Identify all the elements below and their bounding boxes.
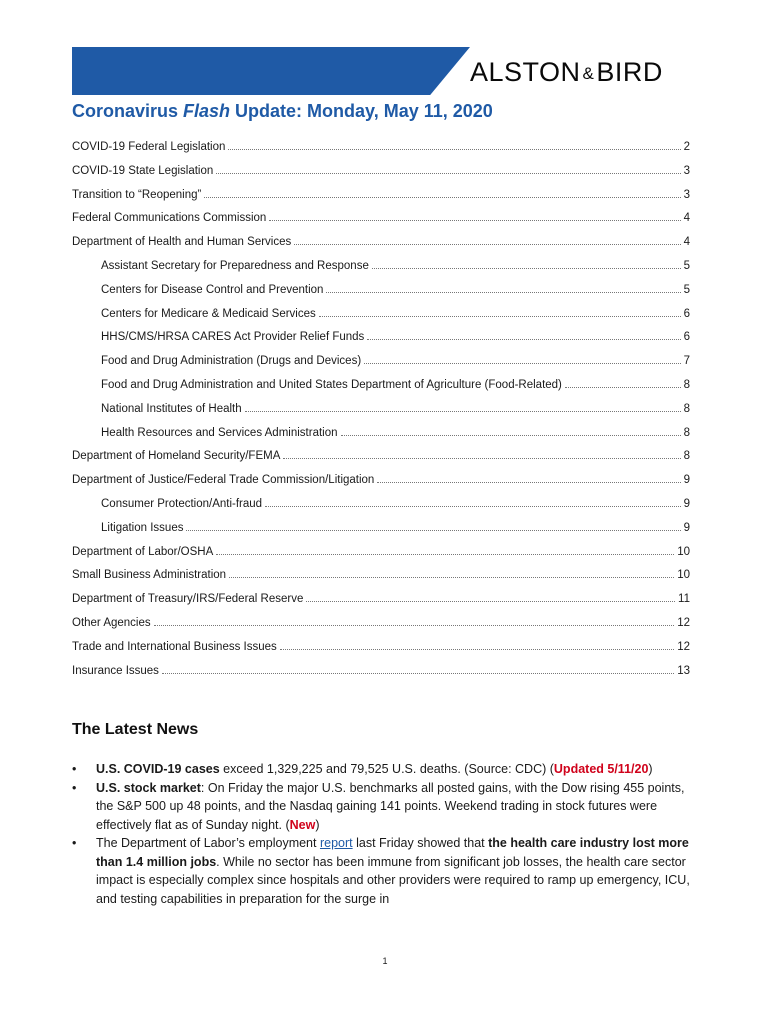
toc-entry[interactable] — [72, 330, 690, 354]
toc-entry-label: Litigation Issues — [101, 521, 184, 534]
toc-entry[interactable] — [72, 449, 690, 473]
table-of-contents — [72, 140, 690, 687]
toc-entry[interactable] — [72, 568, 690, 592]
bullet-icon: • — [72, 780, 77, 795]
toc-entry-page: 5 — [683, 283, 690, 296]
toc-entry-page: 7 — [683, 355, 690, 368]
toc-entry-page: 11 — [678, 593, 690, 606]
page-number: 1 — [382, 956, 388, 966]
toc-entry-page: 8 — [683, 450, 690, 463]
toc-entry[interactable] — [72, 235, 690, 259]
toc-entry[interactable] — [72, 426, 690, 450]
toc-entry[interactable] — [72, 140, 690, 164]
toc-entry-page: 12 — [677, 616, 690, 629]
toc-leader — [294, 235, 680, 245]
bullet-icon: • — [72, 762, 77, 776]
toc-leader — [162, 664, 674, 674]
latest-news-heading: The Latest News — [72, 721, 199, 738]
toc-leader — [283, 449, 680, 459]
toc-entry-label: Other Agencies — [72, 616, 151, 629]
toc-entry-label: Centers for Medicare & Medicaid Services — [101, 307, 316, 320]
toc-entry-page: 6 — [683, 331, 690, 344]
toc-entry-page: 5 — [683, 259, 690, 272]
toc-entry-label: Transition to “Reopening” — [72, 188, 202, 201]
toc-entry[interactable] — [72, 521, 690, 545]
toc-leader — [377, 473, 680, 483]
toc-entry-label: National Institutes of Health — [101, 402, 242, 415]
toc-entry-label: Health Resources and Services Administration — [101, 426, 338, 439]
toc-entry-page: 10 — [677, 545, 690, 558]
toc-entry-page: 2 — [683, 141, 690, 153]
toc-leader — [216, 164, 680, 174]
toc-entry-page: 10 — [677, 569, 690, 582]
toc-entry[interactable] — [72, 592, 690, 616]
toc-entry-page: 8 — [683, 426, 690, 439]
toc-leader — [364, 354, 680, 364]
header-banner — [72, 47, 470, 95]
list-item: • The Department of Labor’s employment report last Friday showed that the health care industry lost more than 1.4 million jobs. While no sector has been immune from significant job losses, the health care sector impact is especially complex since hospitals and other providers were required to ramp up emergency, ICU, and testing capabilities in preparation for the surge in — [72, 836, 690, 906]
toc-entry-label: Centers for Disease Control and Prevention — [101, 283, 324, 296]
toc-leader — [204, 188, 680, 198]
toc-entry-label: Insurance Issues — [72, 664, 159, 677]
toc-entry-label: Consumer Protection/Anti-fraud — [101, 497, 263, 510]
bullet-icon: • — [72, 836, 77, 850]
toc-entry-label: COVID-19 State Legislation — [72, 164, 214, 177]
toc-entry[interactable] — [72, 164, 690, 188]
firm-logo: ALSTON &BIRD — [470, 57, 663, 87]
toc-entry[interactable] — [72, 259, 690, 283]
toc-entry-label: HHS/CMS/HRSA CARES Act Provider Relief Funds — [101, 331, 365, 344]
toc-entry[interactable] — [72, 188, 690, 212]
toc-entry[interactable] — [72, 473, 690, 497]
toc-leader — [216, 545, 674, 555]
toc-entry-label: Small Business Administration — [72, 569, 227, 582]
toc-entry-label: Department of Justice/Federal Trade Commission/Litigation — [72, 474, 375, 487]
toc-leader — [319, 307, 681, 317]
toc-leader — [341, 426, 681, 436]
toc-entry[interactable] — [72, 283, 690, 307]
toc-entry-page: 4 — [683, 212, 690, 225]
toc-entry-label: Trade and International Business Issues — [72, 640, 277, 653]
toc-entry[interactable] — [72, 378, 690, 402]
toc-leader — [186, 521, 680, 531]
toc-entry-label: Department of Labor/OSHA — [72, 545, 214, 558]
toc-entry[interactable] — [72, 545, 690, 569]
toc-leader — [229, 568, 674, 578]
toc-entry-page: 8 — [683, 378, 690, 391]
toc-leader — [326, 283, 680, 293]
toc-leader — [269, 211, 680, 221]
toc-entry-page: 6 — [683, 307, 690, 320]
toc-leader — [265, 497, 681, 507]
toc-entry-label: Food and Drug Administration and United States Department of Agriculture (Food-Related) — [101, 378, 562, 391]
toc-entry-label: Assistant Secretary for Preparedness and Response — [101, 259, 369, 272]
toc-entry[interactable] — [72, 640, 690, 664]
toc-leader — [280, 640, 674, 650]
toc-entry-label: Food and Drug Administration (Drugs and Devices) — [101, 355, 362, 368]
toc-entry-page: 9 — [683, 474, 690, 487]
toc-entry[interactable] — [72, 211, 690, 235]
toc-leader — [306, 592, 675, 602]
toc-leader — [245, 402, 681, 412]
toc-entry[interactable] — [72, 354, 690, 378]
toc-leader — [565, 378, 681, 388]
toc-entry-page: 8 — [683, 402, 690, 415]
toc-entry-page: 9 — [683, 497, 690, 510]
toc-entry[interactable] — [72, 616, 690, 640]
toc-entry-page: 9 — [683, 521, 690, 534]
toc-entry-label: COVID-19 Federal Legislation — [72, 141, 226, 153]
toc-entry[interactable] — [72, 664, 690, 688]
toc-entry-label: Department of Homeland Security/FEMA — [72, 450, 281, 463]
toc-entry-page: 3 — [683, 188, 690, 201]
toc-entry-label: Department of Treasury/IRS/Federal Reserve — [72, 593, 304, 606]
latest-news-list — [72, 760, 697, 908]
toc-entry-page: 12 — [677, 640, 690, 653]
toc-leader — [228, 140, 680, 150]
toc-entry[interactable] — [72, 402, 690, 426]
toc-entry-label: Department of Health and Human Services — [72, 236, 292, 249]
list-item: • U.S. stock market: On Friday the major U.S. benchmarks all posted gains, with the Dow rising 455 points, the S&P 500 up 48 points, and the Nasdaq gaining 141 points. Weekend trading in stock futures were effectively flat as of Sunday night. (New) — [72, 780, 685, 832]
toc-entry[interactable] — [72, 497, 690, 521]
page-title: Coronavirus Flash Update: Monday, May 11, 2020 — [72, 101, 493, 121]
toc-leader — [372, 259, 681, 269]
toc-entry-page: 4 — [683, 236, 690, 249]
report-link[interactable]: report — [319, 836, 353, 850]
list-item: • U.S. COVID-19 cases exceed 1,329,225 and 79,525 U.S. deaths. (Source: CDC) (Updated 5/11/20) — [72, 760, 697, 779]
toc-leader — [367, 330, 680, 340]
toc-entry-page: 3 — [683, 164, 690, 177]
toc-entry[interactable] — [72, 307, 690, 331]
toc-leader — [154, 616, 675, 626]
toc-entry-page: 13 — [677, 664, 690, 677]
toc-entry-label: Federal Communications Commission — [72, 212, 267, 225]
